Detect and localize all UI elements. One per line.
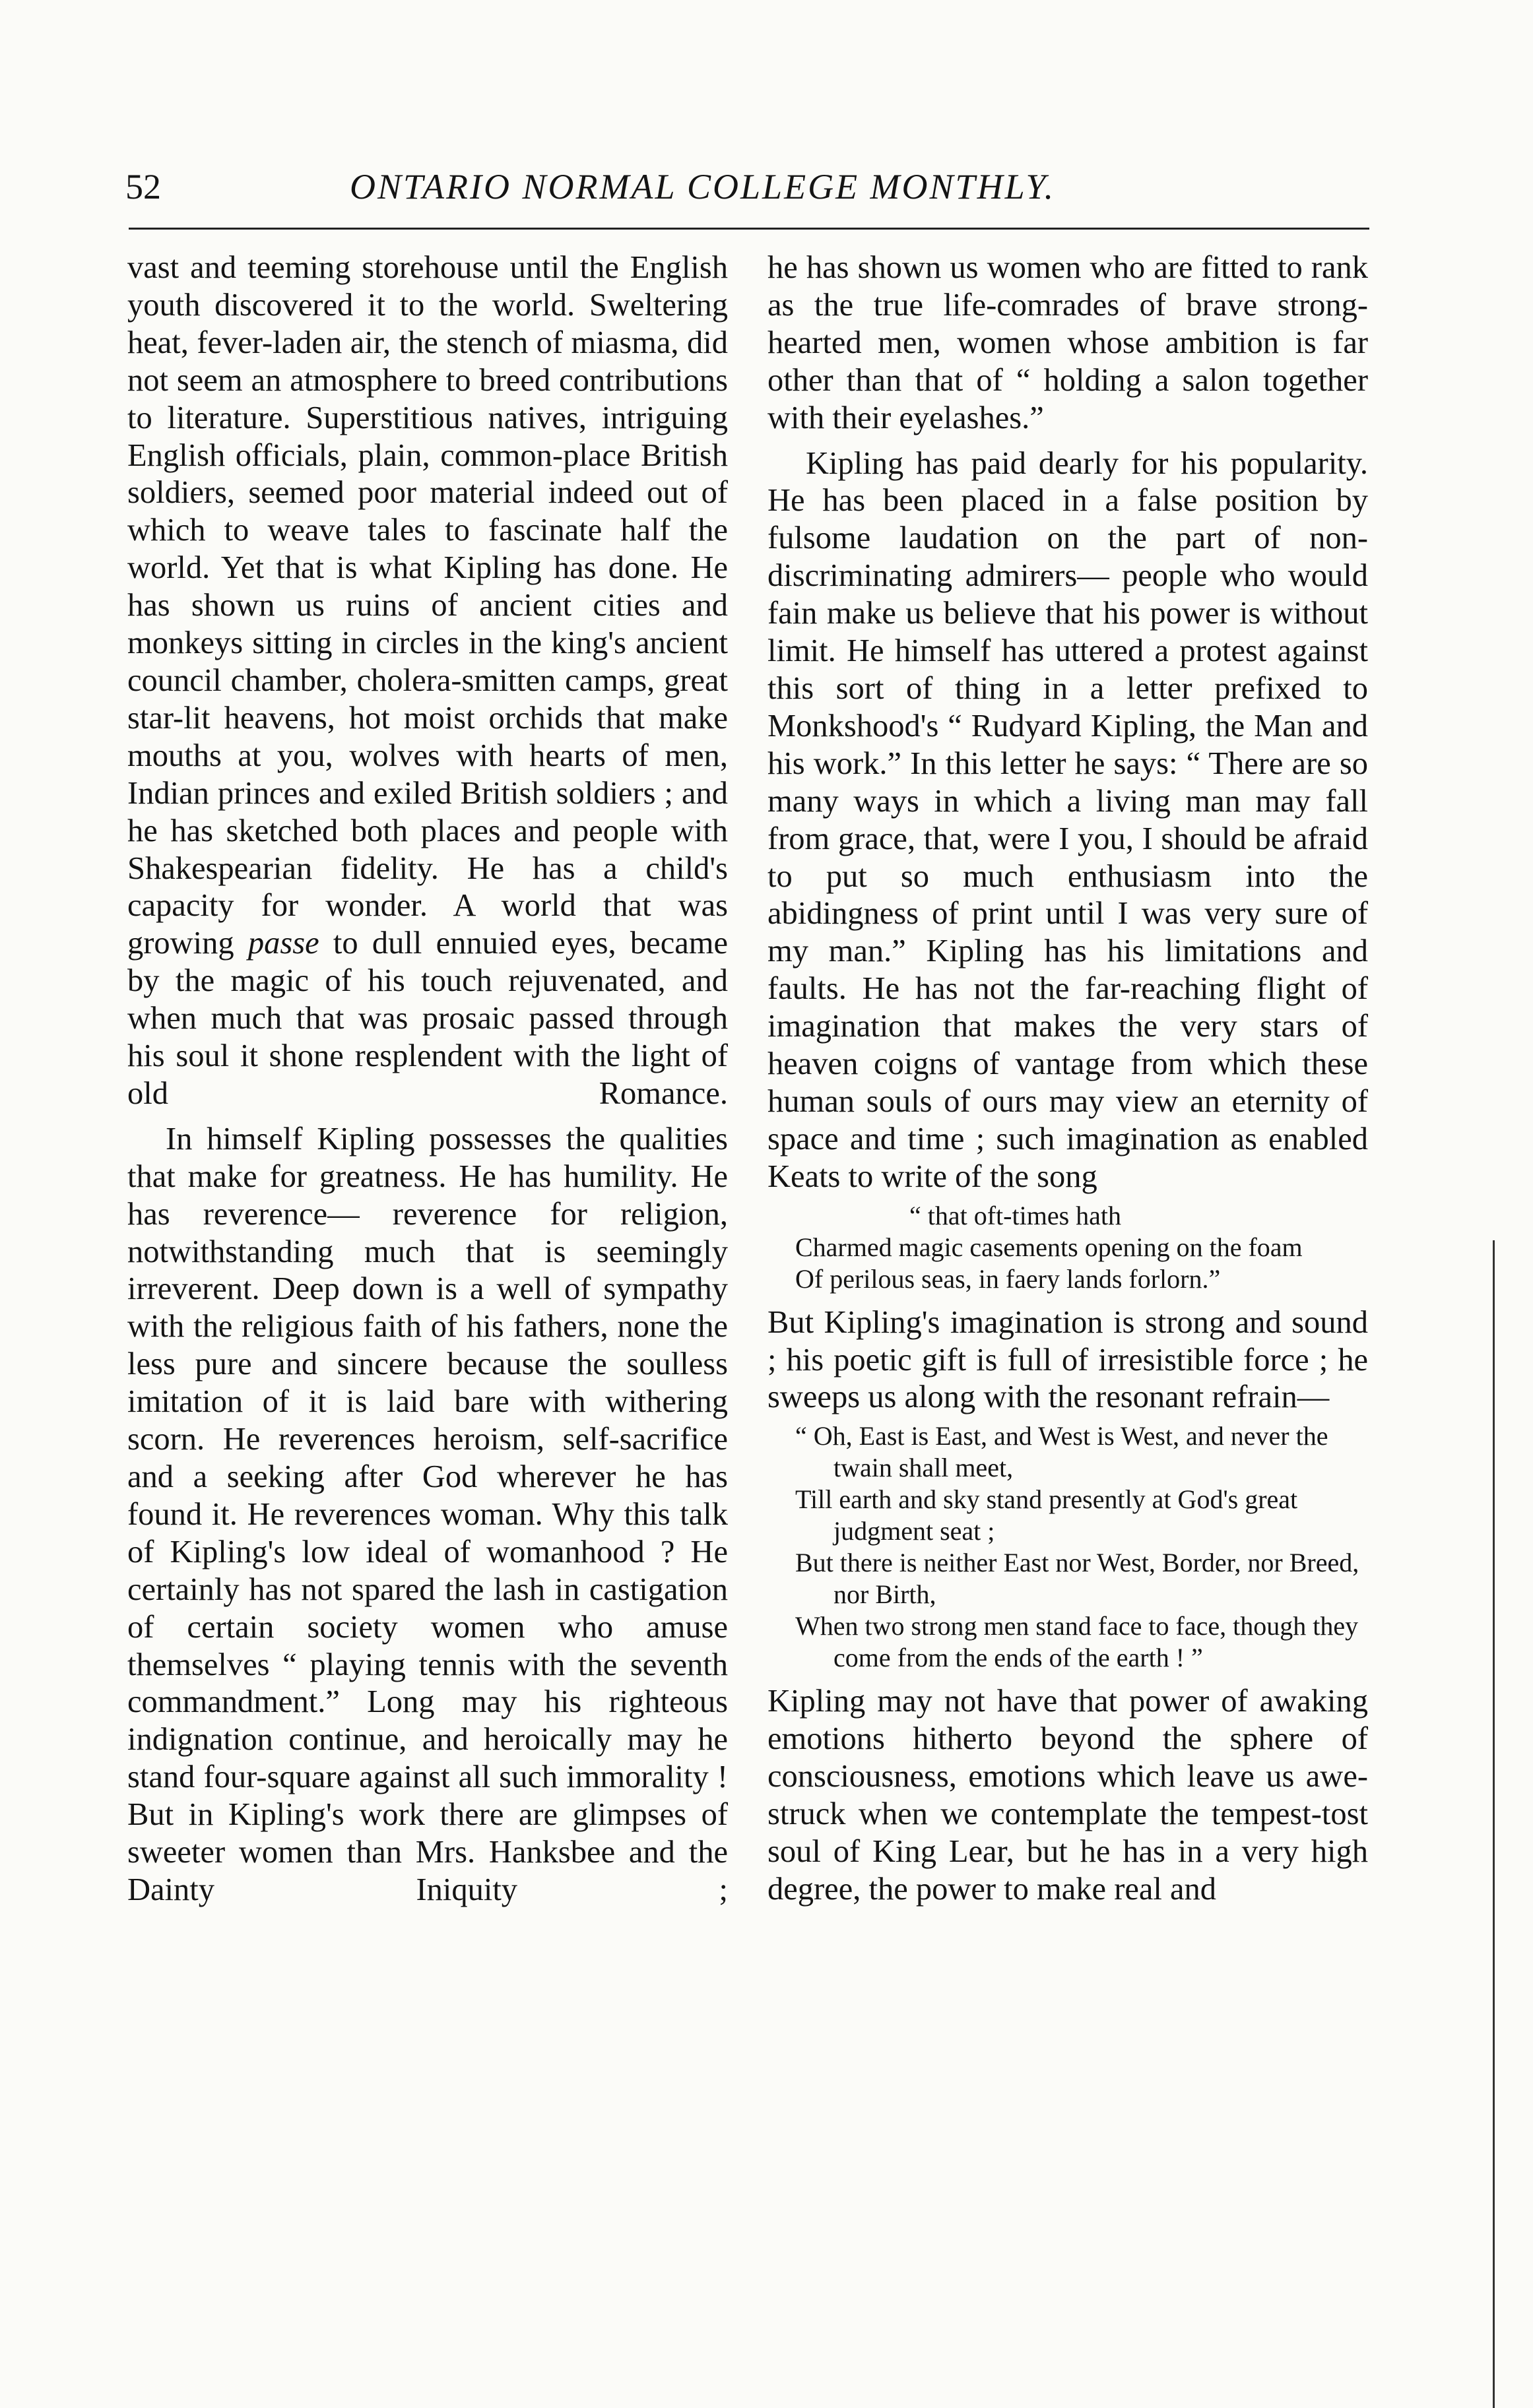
right-column	[767, 249, 1368, 1909]
paragraph	[127, 249, 728, 1113]
verse-quotation	[767, 1420, 1368, 1674]
page-edge-line	[1493, 1240, 1495, 2408]
verse-line: “ Oh, East is East, and West is West, and never the twain shall meet,	[795, 1421, 1328, 1483]
page-number: 52	[125, 167, 161, 206]
paragraph: he has shown us women who are fitted to rank as the true life-comrades of brave strong-hearted men, women whose ambition is far other than that of “ holding a salon together with their eyelashes.”	[767, 250, 1368, 435]
verse-line: But there is neither East nor West, Border, nor Breed, nor Birth,	[795, 1548, 1359, 1610]
left-column	[127, 249, 728, 1909]
paragraph: In himself Kipling possesses the qualities that make for greatness. He has humility. He has reverence— reverence for religion, notwithstanding much that is seemingly irreverent. Deep down is a well of sympathy with the religious faith of his fathers, none the less pure and sincere because the soulless imitation of it is laid bare with withering scorn. He reverences heroism, self-sacrifice and a seeking after God wherever he has found it. He reverences woman. Why this talk of Kipling's low ideal of womanhood ? He certainly has not spared the lash in castigation of certain society women who amuse themselves “ playing tennis with the seventh commandment.” Long may his righteous indignation continue, and heroically may he stand four-square against all such immorality ! But in Kipling's work there are glimpses of sweeter women than Mrs. Hanksbee and the Dainty Iniquity ;	[127, 1121, 728, 1907]
paragraph: Kipling has paid dearly for his popularity. He has been placed in a false position by fulsome laudation on the part of non-discriminating admirers— people who would fain make us believe that his power is without limit. He himself has uttered a protest against this sort of thing in a letter prefixed to Monkshood's “ Rudyard Kipling, the Man and his work.” In this letter he says: “ There are so many ways in which a living man may fall from grace, that, were I you, I should be afraid to put so much enthusiasm into the abidingness of print until I was very sure of my man.” Kipling has his limitations and faults. He has not the far-reaching flight of imagination that makes the very stars of heaven coigns of vantage from which these human souls of ours may view an eternity of space and time ; such imagination as enabled Keats to write of the song	[767, 445, 1368, 1194]
verse-quotation	[767, 1200, 1368, 1295]
verse-line: “ that oft-times hath	[909, 1200, 1122, 1230]
verse-line: Charmed magic casements opening on the foam	[795, 1232, 1303, 1262]
italic-word: passe	[247, 926, 319, 961]
verse-line: Of perilous seas, in faery lands forlorn.”	[795, 1263, 1221, 1294]
paragraph-text: to dull ennuied eyes, became by the magic of his touch rejuvenated, and when much that was prosaic passed through his soul it shone resplendent with the light of old Romance.	[127, 926, 728, 1111]
verse-line: Till earth and sky stand presently at God's great judgment seat ;	[795, 1484, 1298, 1546]
header-rule	[129, 228, 1369, 230]
page-header	[125, 157, 1366, 216]
paragraph: But Kipling's imagination is strong and sound ; his poetic gift is full of irresistible force ; he sweeps us along with the resonant refrain—	[767, 1304, 1368, 1415]
paragraph: Kipling may not have that power of awaking emotions hitherto beyond the sphere of consciousness, emotions which leave us awe-struck when we contemplate the tempest-tost soul of King Lear, but he has in a very high degree, the power to make real and	[767, 1684, 1368, 1907]
running-title: ONTARIO NORMAL COLLEGE MONTHLY.	[350, 167, 1056, 206]
paragraph-text: vast and teeming storehouse until the English youth discovered it to the world. Sweltering heat, fever-laden air, the stench of miasma, did not seem an atmosphere to breed contributions to literature. Superstitious natives, intriguing English officials, plain, common-place British soldiers, seemed poor material indeed out of which to weave tales to fascinate half the world. Yet that is what Kipling has done. He has shown us ruins of ancient cities and monkeys sitting in circles in the king's ancient council chamber, cholera-smitten camps, great star-lit heavens, hot moist orchids that make mouths at you, wolves with hearts of men, Indian princes and exiled British soldiers ; and he has sketched both places and people with Shakespearian fidelity. He has a child's capacity for wonder. A world that was growing	[127, 250, 728, 961]
verse-line: When two strong men stand face to face, though they come from the ends of the earth ! ”	[795, 1611, 1359, 1673]
